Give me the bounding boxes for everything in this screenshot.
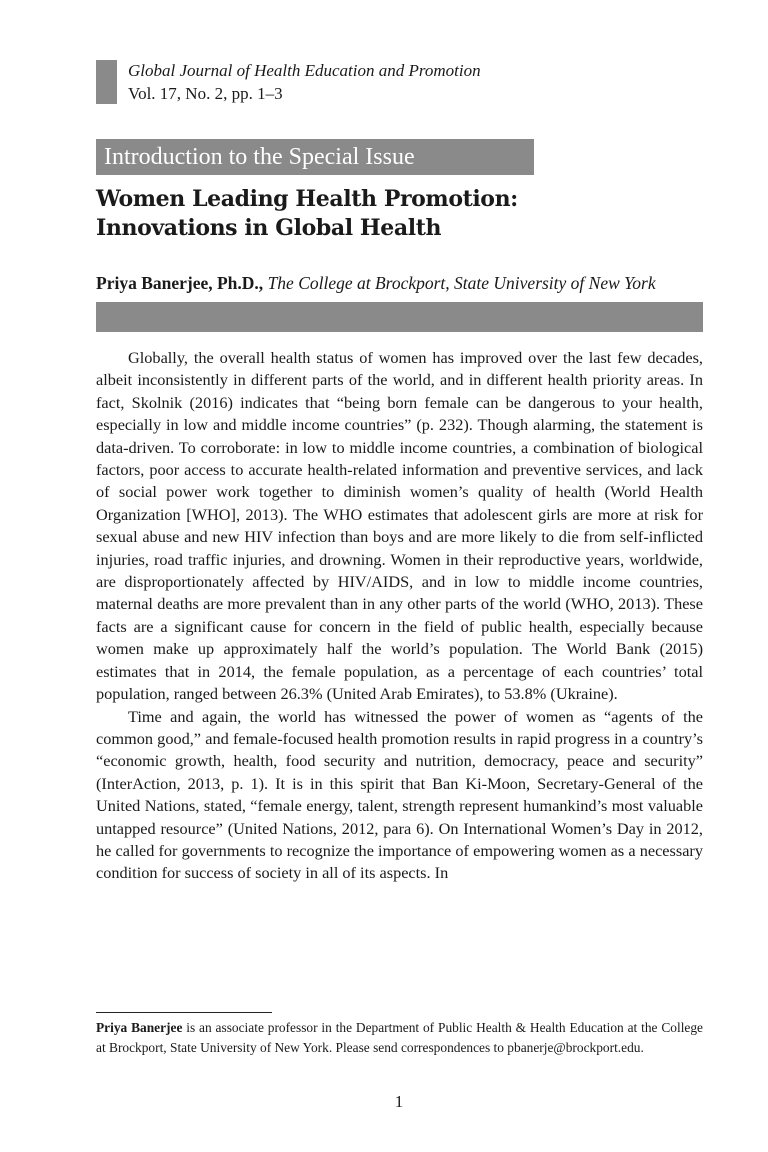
body-paragraph: Time and again, the world has witnessed the power of women as “agents of the common good,” and female-focused health promotion results in rapid progress in a country’s “economic growth, health, food security and nutrition, democracy, peace and security” (InterAction, 2013, p. 1). It is in this spirit that Ban Ki-Moon, Secretary-General of the United Nations, stated, “female energy, talent, strength represent humankind’s most valuable untapped resource” (United Nations, 2012, para 6). On International Women’s Day in 2012, he called for governments to recognize the importance of empowering women as a necessary condition for success of society in all of its aspects. In	[96, 706, 703, 883]
author-affiliation: The College at Brockport, State University of New York	[267, 273, 656, 293]
section-label: Introduction to the Special Issue	[96, 139, 534, 175]
footnote-author-name: Priya Banerjee	[96, 1020, 183, 1035]
author-footnote	[96, 1018, 703, 1058]
journal-name: Global Journal of Health Education and Promotion	[128, 61, 481, 80]
journal-header	[128, 59, 481, 105]
article-title	[96, 185, 716, 243]
footnote-text: is an associate professor in the Department of Public Health & Health Education at the College at Brockport, State University of New York. Please send correspondences to pbanerje@brockport.edu.	[96, 1020, 703, 1055]
article-body	[96, 347, 703, 885]
journal-volume-info: Vol. 17, No. 2, pp. 1–3	[128, 84, 283, 103]
article-title-line-2: Innovations in Global Health	[96, 215, 442, 241]
author-name: Priya Banerjee, Ph.D.,	[96, 273, 264, 293]
header-accent-bar	[96, 60, 117, 104]
footnote-rule	[96, 1012, 272, 1013]
body-paragraph: Globally, the overall health status of women has improved over the last few decades, albeit inconsistently in different parts of the world, and in different health priority areas. In fact, Skolnik (2016) indicates that “being born female can be dangerous to your health, especially in low and middle income countries” (p. 232). Though alarming, the statement is data-driven. To corroborate: in low to middle income countries, a combination of biological factors, poor access to accurate health-related information and preventive services, and lack of social power work together to diminish women’s quality of health (World Health Organization [WHO], 2013). The WHO estimates that adolescent girls are more at risk for sexual abuse and new HIV infection than boys and are more likely to die from self-inflicted injuries, road traffic injuries, and drowning. Women in their reproductive years, worldwide, are disproportionately affected by HIV/AIDS, and in low to middle income countries, maternal deaths are more prevalent than in any other parts of the world (WHO, 2013). These facts are a significant cause for concern in the field of public health, especially because women make up approximately half the world’s population. The World Bank (2015) estimates that in 2014, the female population, as a percentage of each countries’ total population, ranged between 26.3% (United Arab Emirates), to 53.8% (Ukraine).	[96, 348, 703, 704]
page-number: 1	[394, 1092, 404, 1111]
article-title-line-1: Women Leading Health Promotion:	[96, 186, 518, 212]
author-line	[96, 273, 656, 294]
divider-bar	[96, 302, 703, 332]
